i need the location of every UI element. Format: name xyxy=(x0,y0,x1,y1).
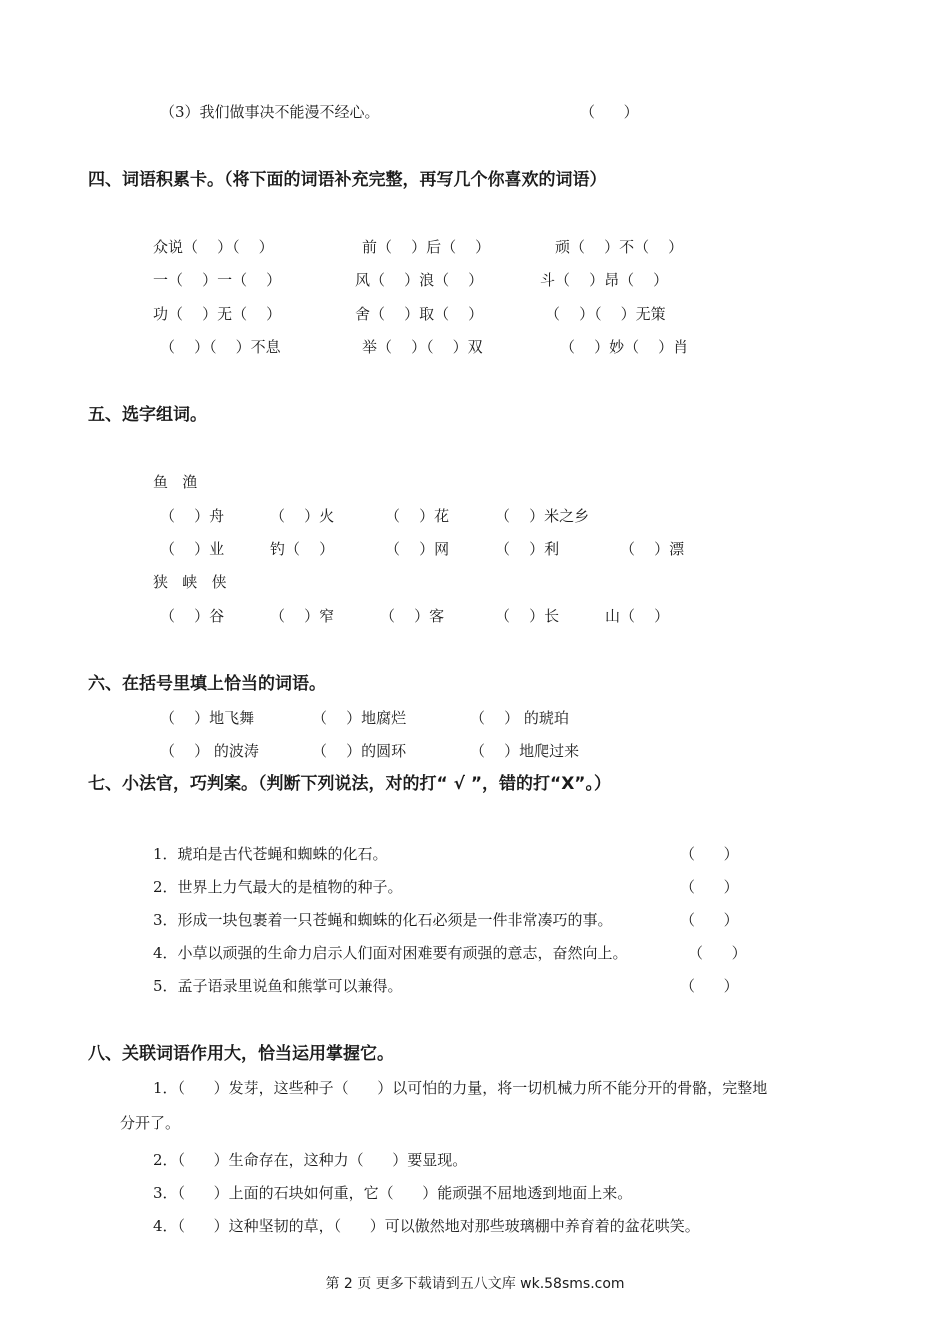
s8-item-3: 3．（ ）上面的石块如何重，它（ ）能顽强不屈地透到地面上来。 xyxy=(153,1184,633,1202)
s5-cell[interactable]: （ ）米之乡 xyxy=(495,507,590,525)
s4-cell[interactable]: （ ）（ ）无策 xyxy=(545,305,666,323)
s5-cell[interactable]: （ ）窄 xyxy=(270,607,335,625)
s4-cell[interactable]: 前（ ）后（ ） xyxy=(362,238,491,256)
s7-answer-paren[interactable]: （ ） xyxy=(680,878,739,896)
s8-item-1-line-1: 1．（ ）发芽，这些种子（ ）以可怕的力量，将一切机械力所不能分开的骨骼，完整地 xyxy=(153,1079,768,1097)
s5-cell[interactable]: （ ）长 xyxy=(495,607,560,625)
s8-item-1-line-2: 分开了。 xyxy=(120,1114,181,1132)
s5-cell[interactable]: （ ）利 xyxy=(495,540,560,558)
s5-cell[interactable]: （ ）客 xyxy=(380,607,445,625)
s5-group-1-chars: 鱼 渔 xyxy=(153,473,198,491)
s5-cell[interactable]: 山（ ） xyxy=(605,607,670,625)
section-5-title: 五、选字组词。 xyxy=(88,405,207,425)
s7-item: 1．琥珀是古代苍蝇和蜘蛛的化石。 xyxy=(153,845,388,863)
s5-cell[interactable]: （ ）花 xyxy=(385,507,450,525)
page-footer: 第 2 页 更多下载请到五八文库 wk.58sms.com xyxy=(325,1276,625,1292)
s6-cell[interactable]: （ ）地腐烂 xyxy=(312,709,407,727)
s6-cell[interactable]: （ ）地飞舞 xyxy=(160,709,255,727)
s6-cell[interactable]: （ ）地爬过来 xyxy=(470,742,580,760)
s4-cell[interactable]: 功（ ）无（ ） xyxy=(153,305,282,323)
s8-item-4: 4．（ ）这种坚韧的草，（ ）可以傲然地对那些玻璃棚中养育着的盆花哄笑。 xyxy=(153,1217,700,1235)
s4-cell[interactable]: 风（ ）浪（ ） xyxy=(355,271,484,289)
s8-item-2: 2．（ ）生命存在，这种力（ ）要显现。 xyxy=(153,1151,468,1169)
s5-group-2-chars: 狭 峡 侠 xyxy=(153,573,227,591)
s4-cell[interactable]: （ ）（ ）不息 xyxy=(160,338,281,356)
s5-cell[interactable]: （ ）网 xyxy=(385,540,450,558)
s7-item: 4．小草以顽强的生命力启示人们面对困难要有顽强的意志，奋然向上。 xyxy=(153,944,628,962)
s7-answer-paren[interactable]: （ ） xyxy=(688,944,747,962)
s5-cell[interactable]: 钓（ ） xyxy=(270,540,335,558)
s7-item: 3．形成一块包裹着一只苍蝇和蜘蛛的化石必须是一件非常凑巧的事。 xyxy=(153,911,613,929)
s4-cell[interactable]: 一（ ）一（ ） xyxy=(153,271,282,289)
s4-cell[interactable]: 举（ ）（ ）双 xyxy=(362,338,483,356)
s5-cell[interactable]: （ ）舟 xyxy=(160,507,225,525)
s3-item-3-paren[interactable]: （ ） xyxy=(580,103,639,121)
s4-cell[interactable]: 顽（ ）不（ ） xyxy=(555,238,684,256)
s5-cell[interactable]: （ ）谷 xyxy=(160,607,225,625)
section-6-title: 六、在括号里填上恰当的词语。 xyxy=(88,674,326,694)
s7-answer-paren[interactable]: （ ） xyxy=(680,977,739,995)
s3-item-3: （3）我们做事决不能漫不经心。 xyxy=(160,103,380,121)
s6-cell[interactable]: （ ） 的波涛 xyxy=(160,742,259,760)
s4-cell[interactable]: 斗（ ）昂（ ） xyxy=(540,271,669,289)
s5-cell[interactable]: （ ）火 xyxy=(270,507,335,525)
section-8-title: 八、关联词语作用大，恰当运用掌握它。 xyxy=(88,1044,394,1064)
s4-cell[interactable]: （ ）妙（ ）肖 xyxy=(560,338,689,356)
s4-cell[interactable]: 众说（ ）（ ） xyxy=(153,238,274,256)
s5-cell[interactable]: （ ）漂 xyxy=(620,540,685,558)
section-4-title: 四、词语积累卡。（将下面的词语补充完整，再写几个你喜欢的词语） xyxy=(88,170,607,190)
s6-cell[interactable]: （ ） 的琥珀 xyxy=(470,709,569,727)
s7-item: 5．孟子语录里说鱼和熊掌可以兼得。 xyxy=(153,977,403,995)
s5-cell[interactable]: （ ）业 xyxy=(160,540,225,558)
s7-item: 2．世界上力气最大的是植物的种子。 xyxy=(153,878,403,896)
s7-answer-paren[interactable]: （ ） xyxy=(680,911,739,929)
section-7-title: 七、小法官，巧判案。（判断下列说法，对的打“ √ ”，错的打“X”。） xyxy=(88,774,611,794)
s6-cell[interactable]: （ ）的圆环 xyxy=(312,742,407,760)
s4-cell[interactable]: 舍（ ）取（ ） xyxy=(355,305,484,323)
s7-answer-paren[interactable]: （ ） xyxy=(680,845,739,863)
